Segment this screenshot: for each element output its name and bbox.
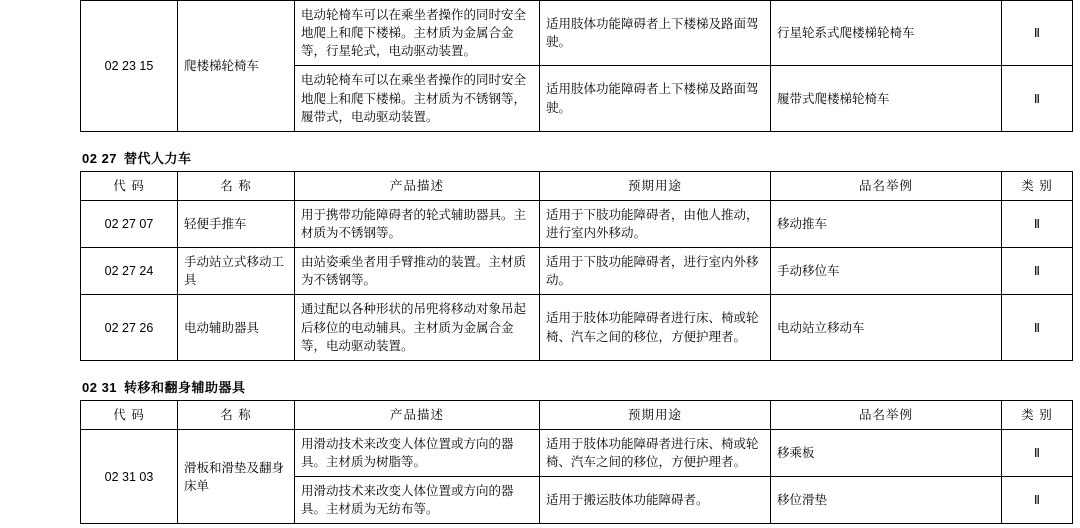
cell-description: 由站姿乘坐者用手臂推动的装置。主材质为不锈钢等。: [295, 248, 540, 295]
header-use: 预期用途: [540, 171, 771, 200]
cell-class: Ⅱ: [1002, 200, 1073, 247]
cell-use: 适用于搬运肢体功能障碍者。: [540, 477, 771, 524]
cell-code: 02 31 03: [81, 429, 178, 524]
table-row: [81, 1, 1073, 66]
table-row: [81, 295, 1073, 360]
cell-name: 电动辅助器具: [178, 295, 295, 360]
cell-description: 电动轮椅车可以在乘坐者操作的同时安全地爬上和爬下楼梯。主材质为不锈钢等，履带式，电动驱动装置。: [295, 66, 540, 131]
header-class: 类 别: [1002, 400, 1073, 429]
cell-code: 02 27 26: [81, 295, 178, 360]
table-row: [81, 429, 1073, 476]
cell-use: 适用肢体功能障碍者上下楼梯及路面驾驶。: [540, 66, 771, 131]
cell-description: 用滑动技术来改变人体位置或方向的器具。主材质为树脂等。: [295, 429, 540, 476]
cell-description: 用滑动技术来改变人体位置或方向的器具。主材质为无纺布等。: [295, 477, 540, 524]
table-02-31: [80, 400, 1073, 525]
cell-class: Ⅱ: [1002, 429, 1073, 476]
cell-use: 适用于下肢功能障碍者，进行室内外移动。: [540, 248, 771, 295]
section-code: 02 31: [82, 379, 118, 395]
header-class: 类 别: [1002, 171, 1073, 200]
cell-example: 移乘板: [771, 429, 1002, 476]
cell-example: 履带式爬楼梯轮椅车: [771, 66, 1002, 131]
cell-class: Ⅱ: [1002, 66, 1073, 131]
table-header-row: [81, 400, 1073, 429]
cell-use: 适用肢体功能障碍者上下楼梯及路面驾驶。: [540, 1, 771, 66]
cell-class: Ⅱ: [1002, 1, 1073, 66]
document-body: [80, 0, 1053, 524]
header-name: 名 称: [178, 171, 295, 200]
cell-name: 轻便手推车: [178, 200, 295, 247]
cell-class: Ⅱ: [1002, 477, 1073, 524]
cell-use: 适用于肢体功能障碍者进行床、椅或轮椅、汽车之间的移位，方便护理者。: [540, 295, 771, 360]
cell-class: Ⅱ: [1002, 248, 1073, 295]
cell-code: 02 23 15: [81, 1, 178, 132]
header-example: 品名举例: [771, 171, 1002, 200]
header-example: 品名举例: [771, 400, 1002, 429]
header-description: 产品描述: [295, 400, 540, 429]
cell-example: 移位滑垫: [771, 477, 1002, 524]
table-header-row: [81, 171, 1073, 200]
cell-example: 行星轮系式爬楼梯轮椅车: [771, 1, 1002, 66]
cell-description: 电动轮椅车可以在乘坐者操作的同时安全地爬上和爬下楼梯。主材质为金属合金等，行星轮式，电动驱动装置。: [295, 1, 540, 66]
cell-example: 移动推车: [771, 200, 1002, 247]
section-heading-02-31: [82, 377, 1000, 396]
section-title-text: 替代人力车: [124, 150, 192, 166]
section-code: 02 27: [82, 150, 118, 166]
header-name: 名 称: [178, 400, 295, 429]
header-code: 代 码: [81, 400, 178, 429]
cell-example: 手动移位车: [771, 248, 1002, 295]
cell-code: 02 27 24: [81, 248, 178, 295]
cell-class: Ⅱ: [1002, 295, 1073, 360]
cell-description: 通过配以各种形状的吊兜将移动对象吊起后移位的电动辅具。主材质为金属合金等，电动驱动装置。: [295, 295, 540, 360]
header-description: 产品描述: [295, 171, 540, 200]
cell-name: 滑板和滑垫及翻身床单: [178, 429, 295, 524]
table-row: [81, 200, 1073, 247]
header-use: 预期用途: [540, 400, 771, 429]
table-row: [81, 248, 1073, 295]
table-02-23-15: [80, 0, 1073, 132]
cell-use: 适用于下肢功能障碍者，由他人推动，进行室内外移动。: [540, 200, 771, 247]
section-heading-02-27: [82, 148, 1000, 167]
cell-use: 适用于肢体功能障碍者进行床、椅或轮椅、汽车之间的移位，方便护理者。: [540, 429, 771, 476]
cell-name: 爬楼梯轮椅车: [178, 1, 295, 132]
cell-description: 用于携带功能障碍者的轮式辅助器具。主材质为不锈钢等。: [295, 200, 540, 247]
cell-name: 手动站立式移动工具: [178, 248, 295, 295]
table-02-27: [80, 171, 1073, 361]
cell-code: 02 27 07: [81, 200, 178, 247]
header-code: 代 码: [81, 171, 178, 200]
section-title-text: 转移和翻身辅助器具: [124, 379, 246, 395]
cell-example: 电动站立移动车: [771, 295, 1002, 360]
